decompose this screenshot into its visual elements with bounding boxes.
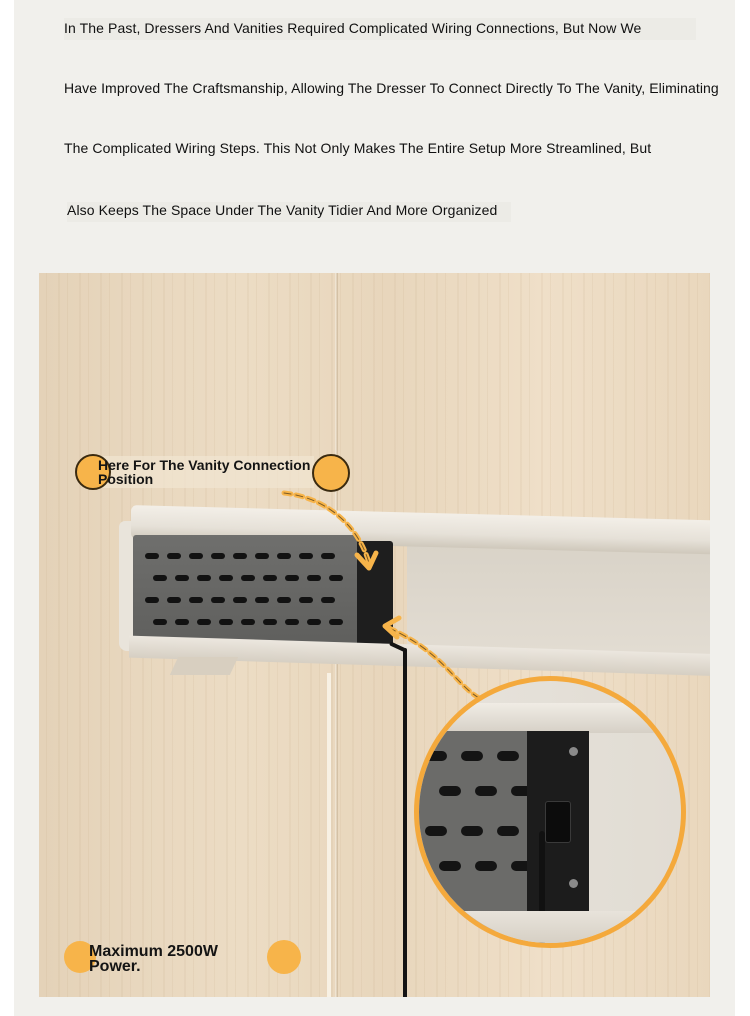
vent-hole xyxy=(425,751,447,761)
product-detail-page xyxy=(14,0,735,1016)
vent-hole xyxy=(439,786,461,796)
intro-text-line-3: The Complicated Wiring Steps. This Not Only Makes The Entire Setup More Streamlined, But xyxy=(64,140,652,156)
vent-hole xyxy=(461,826,483,836)
vent-hole xyxy=(439,861,461,871)
intro-text-line-1: In The Past, Dressers And Vanities Required Complicated Wiring Connections, But Now We xyxy=(64,18,696,40)
arrow-path-top xyxy=(284,493,369,563)
vent-hole xyxy=(461,751,483,761)
zoom-detail-circle xyxy=(414,676,686,948)
vanity-connection-label: Here For The Vanity Connection Position xyxy=(98,457,311,487)
zoom-shelf-bottom xyxy=(419,911,686,948)
vent-hole xyxy=(497,751,519,761)
intro-text-line-4: Also Keeps The Space Under The Vanity Tidier And More Organized xyxy=(67,202,511,222)
screw-icon xyxy=(569,879,578,888)
vent-hole xyxy=(475,786,497,796)
vent-hole xyxy=(425,826,447,836)
vanity-connection-photo xyxy=(39,273,710,997)
plug-icon xyxy=(545,801,571,843)
zoom-power-strip xyxy=(419,731,529,931)
vent-hole xyxy=(475,861,497,871)
zoom-shelf-top xyxy=(419,703,686,733)
screw-icon xyxy=(569,747,578,756)
intro-text-line-2: Have Improved The Craftsmanship, Allowing The Dresser To Connect Directly To The Vanity, Eliminating xyxy=(64,80,719,96)
power-dot-right xyxy=(267,940,301,974)
max-power-label: Maximum 2500W Power. xyxy=(89,943,218,975)
vent-hole xyxy=(497,826,519,836)
